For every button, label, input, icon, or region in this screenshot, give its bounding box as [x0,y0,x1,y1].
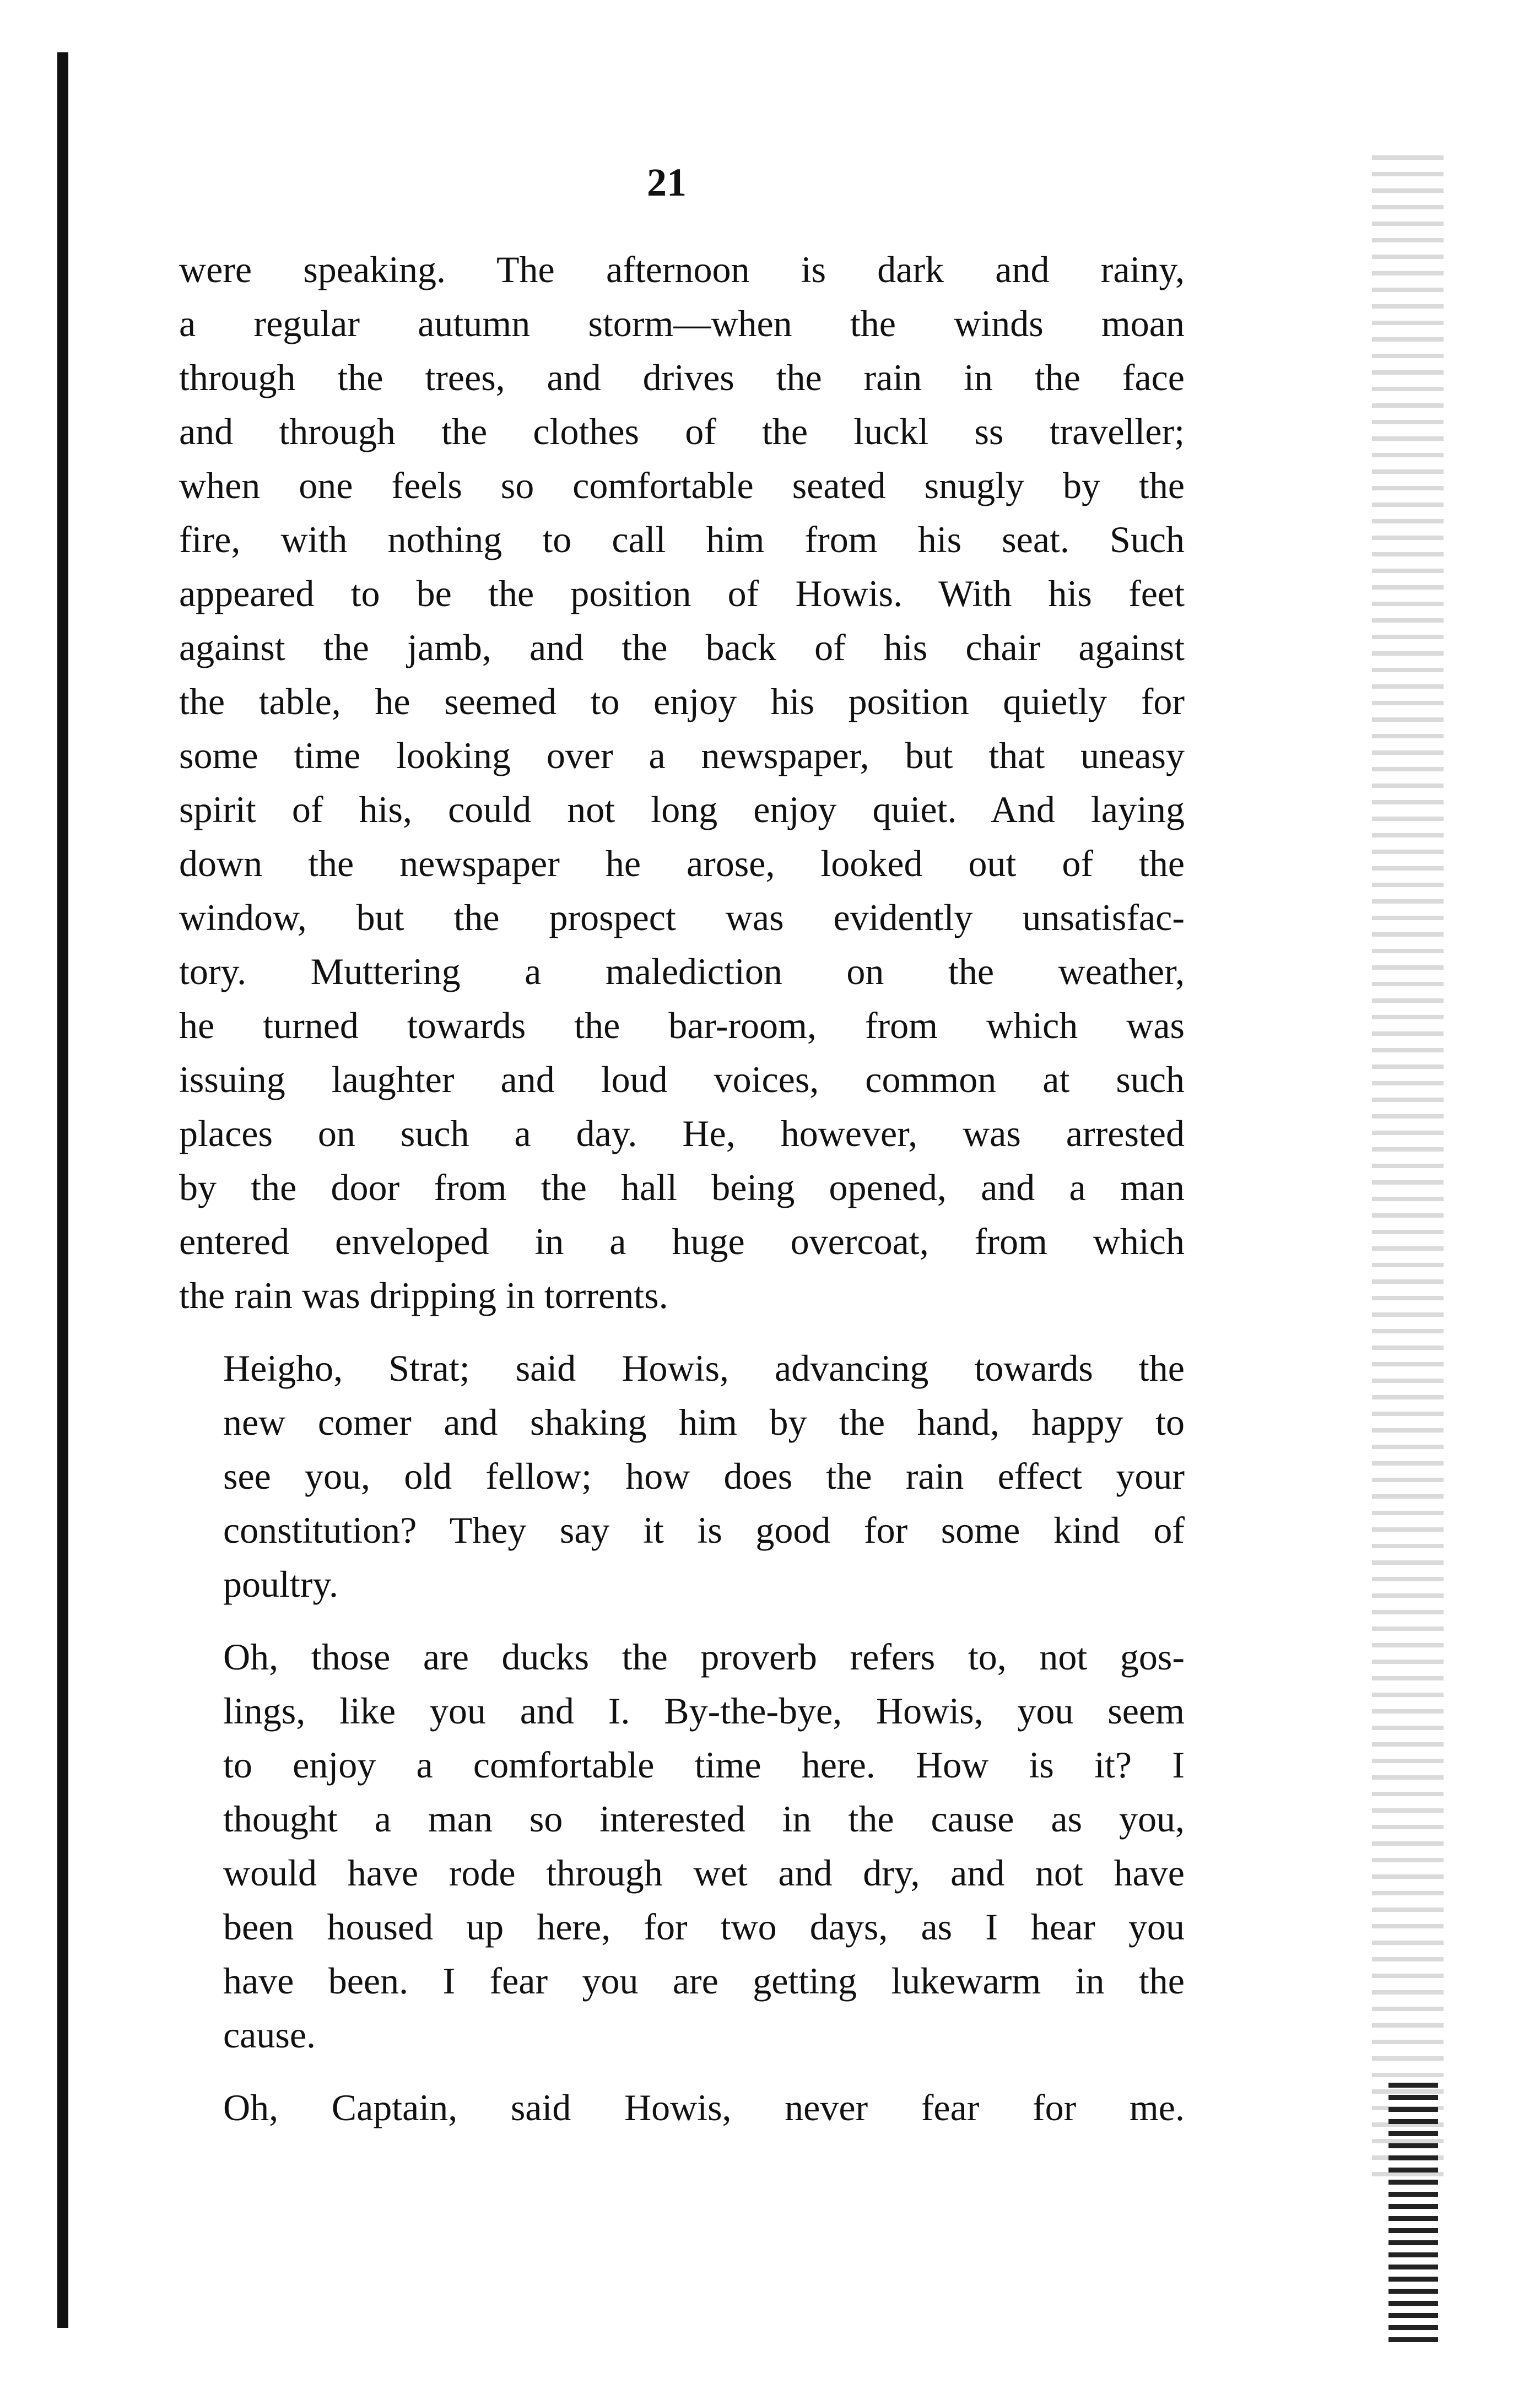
text-line: some time looking over a newspaper, but that uneasy [179,734,1185,776]
paragraph [179,1630,1185,2062]
paragraph [179,1341,1185,1611]
text-line: new comer and shaking him by the hand, happy to [223,1401,1185,1443]
text-line: cause. [223,2014,316,2056]
text-line: the table, he seemed to enjoy his position quietly for [179,680,1185,722]
text-line: constitution? They say it is good for some kind of [223,1509,1185,1551]
text-line: would have rode through wet and dry, and not have [223,1852,1185,1894]
text-line: lings, like you and I. By-the-bye, Howis, you seem [223,1690,1185,1732]
text-line: entered enveloped in a huge overcoat, from which [179,1220,1185,1262]
text-line: to enjoy a comfortable time here. How is it? I [223,1744,1185,1786]
text-line: places on such a day. He, however, was arrested [179,1112,1185,1154]
binding-edge-rule [57,52,68,2328]
text-line: he turned towards the bar-room, from which was [179,1004,1185,1046]
text-line: were speaking. The afternoon is dark and rainy, [179,248,1185,290]
text-line: down the newspaper he arose, looked out of the [179,842,1185,884]
text-line: poultry. [223,1563,339,1605]
text-line: a regular autumn storm—when the winds moan [179,302,1185,344]
text-line: Oh, Captain, said Howis, never fear for me. [223,2087,1185,2128]
text-line: thought a man so interested in the cause as you, [223,1798,1185,1840]
page-number: 21 [647,160,687,204]
text-line: and through the clothes of the luckl ss traveller; [179,410,1185,452]
text-line: fire, with nothing to call him from his seat. Such [179,518,1185,560]
text-line: Heigho, Strat; said Howis, advancing towards the [223,1347,1185,1389]
scan-margin-bars [1388,2083,1438,2347]
text-line: have been. I fear you are getting lukewarm in the [223,1960,1185,2002]
scan-margin-artifact [1372,143,1444,2182]
text-line: window, but the prospect was evidently unsatisfac- [179,896,1185,938]
text-line: issuing laughter and loud voices, common at such [179,1058,1185,1100]
paragraph [179,2080,1185,2134]
body-text [179,242,1185,2134]
text-line: by the door from the hall being opened, and a man [179,1166,1185,1208]
text-line: against the jamb, and the back of his chair against [179,626,1185,668]
text-line: see you, old fellow; how does the rain effect your [223,1455,1185,1497]
text-line: Oh, those are ducks the proverb refers to, not gos- [223,1636,1185,1678]
text-line: when one feels so comfortable seated snugly by the [179,464,1185,506]
text-line: been housed up here, for two days, as I hear you [223,1906,1185,1948]
paragraph [179,242,1185,1322]
text-line: appeared to be the position of Howis. With his feet [179,572,1185,614]
text-line: through the trees, and drives the rain in the face [179,356,1185,398]
text-line: the rain was dripping in torrents. [179,1274,668,1316]
text-line: spirit of his, could not long enjoy quiet. And laying [179,788,1185,830]
text-line: tory. Muttering a malediction on the weather, [179,950,1185,992]
